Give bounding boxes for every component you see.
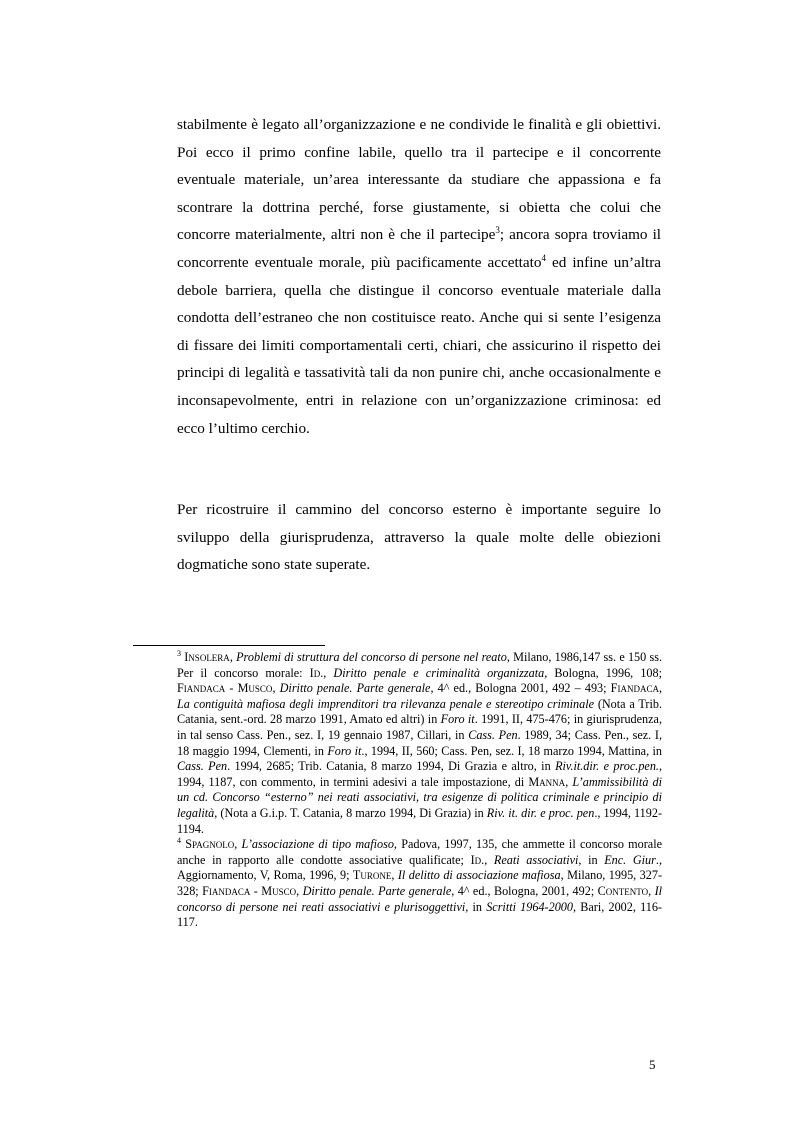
footnote-text: . 1989, 34; Cass. Pen., sez. I, 18 maggio 1994, Clementi, in [177, 727, 663, 758]
footnote-text: , Padova, 1997, 135, che ammette il concorso morale anche in rapporto alle condotte associative qualificate; [177, 837, 663, 867]
footnote-text: ., [320, 665, 334, 680]
footnote-title: Foro it [440, 712, 475, 727]
footnote-author: Spagnolo [185, 837, 235, 852]
footnote-author: Id [309, 665, 321, 680]
body-text: ; ancora sopra troviamo il concorrente eventuale morale, più pacificamente accettato [177, 226, 662, 271]
footnote-author: Fiandaca - Musco [202, 883, 297, 898]
footnote-text: , 4^ ed., Bologna 2001, 492 – 493; [430, 681, 611, 696]
footnote-title: Riv.it.dir. e proc.pen. [555, 759, 659, 774]
footnote-text: , [234, 837, 242, 852]
footnote-text: (Nota a Trib. Catania, sent.-ord. 28 marzo 1991, Amato ed altri) in [177, 696, 662, 727]
footnote-title: Diritto penale. Parte generale [279, 681, 431, 696]
footnote-number: 3 [177, 649, 181, 658]
footnote-text: , Bari, 2002, 116-117. [177, 899, 662, 930]
body-paragraph-1 [177, 111, 661, 442]
footnote-text: , [658, 681, 662, 696]
footnote-title: Il delitto di associazione mafiosa [397, 868, 561, 883]
footnote-text: ., 1994, 1192-1194. [177, 805, 663, 836]
page-number: 5 [649, 1057, 656, 1072]
footnote-title: Diritto penale e criminalità organizzata [333, 665, 545, 680]
body-text: ed infine un’altra debole barriera, quella che distingue il concorso eventuale materiale dalla condotta dell’estraneo che non costituisce reato. Anche qui si sente l’esigenza di fissare dei limiti comportamentali certi, chiari, che assicurino il rispetto dei principi di legalità e tassatività tali da non punire chi, anche occasionalmente e inconsapevolmente, entri in relazione con un’organizzazione criminosa: ed ecco l’ultimo cerchio. [177, 253, 661, 437]
footnote-title: Riv. it. dir. e proc. pen [486, 805, 595, 820]
footnote-text: , in [578, 852, 605, 867]
footnote-title: Scritti 1964-2000 [486, 899, 573, 914]
footnote-title: Diritto penale. Parte generale [302, 883, 452, 898]
footnote-author: Fiandaca - Musco [177, 681, 273, 696]
footnote-title: Cass. Pen [177, 759, 228, 774]
footnote-text: , [229, 650, 237, 664]
footnote-text: ., 1994, II, 560; Cass. Pen, sez. I, 18 marzo 1994, Mattina, in [361, 743, 662, 758]
footnote-text: , Bologna, 1996, 108; [544, 665, 662, 680]
footnote-text: , Milano, 1986,147 ss. e 150 ss. Per il concorso morale: [177, 650, 663, 680]
footnote-ref-3[interactable]: 3 [495, 225, 500, 236]
footnote-author: Contento [597, 883, 649, 898]
footnote-number: 4 [177, 836, 181, 846]
footnote-author: Fiandaca [610, 681, 659, 696]
footnote-text: , 1994, 1187, con commento, in termini adesivi a tale impostazione, di [177, 759, 663, 789]
footnote-title: L’ammissibilità di un cd. Concorso “esterno” nei reati associativi, tra esigenze di politica criminale e principio di legalità [177, 774, 662, 820]
footnote-title: Reati associativi [493, 852, 579, 867]
footnote-text: ., [481, 852, 494, 867]
footnote-text: , [272, 681, 280, 696]
footnote-title: L’associazione di tipo mafioso [241, 837, 394, 852]
footnotes [177, 650, 662, 931]
footnote-author: Turone [352, 868, 392, 883]
footnote-3 [177, 650, 662, 837]
body-paragraph-2: Per ricostruire il cammino del concorso esterno è importante seguire lo sviluppo della giurisprudenza, attraverso la quale molte delle obiezioni dogmatiche sono state superate. [177, 501, 661, 574]
footnote-title: La contiguità mafiosa degli imprenditori tra rilevanza penale e stereotipo criminale [177, 696, 595, 711]
footnote-separator [133, 645, 325, 646]
footnote-title: Foro it [327, 743, 362, 758]
footnote-ref-4[interactable]: 4 [541, 252, 546, 263]
footnote-text: , [296, 883, 303, 898]
footnote-text: , [391, 868, 398, 883]
footnote-author: Id [470, 852, 482, 867]
footnote-title: Il concorso di persone nei reati associativi e plurisoggettivi [177, 883, 663, 914]
footnote-text: ., Aggiornamento, V, Roma, 1996, 9; [177, 852, 662, 883]
body-text: stabilmente è legato all’organizzazione e ne condivide le finalità e gli obiettivi. Poi ecco il primo confine labile, quello tra il partecipe e il concorrente eventuale materiale, un’area interessante da studiare che appassiona e fa scontrare la dottrina perché, forse giustamente, si obietta che colui che concorre materialmente, altri non è che il partecipe [177, 116, 661, 244]
footnote-title: Cass. Pen [468, 727, 518, 742]
footnote-title: Enc. Giur [604, 852, 656, 867]
footnote-text: . 1994, 2685; Trib. Catania, 8 marzo 1994, Di Grazia e altro, in [227, 759, 556, 774]
footnote-text: , (Nota a G.i.p. T. Catania, 8 marzo 1994, Di Grazia) in [214, 805, 487, 820]
footnote-text: . 1991, II, 475-476; in giurisprudenza, in tal senso Cass. Pen., sez. I, 19 gennaio 1987, Cillari, in [177, 712, 663, 742]
footnote-text: , [565, 774, 573, 789]
footnote-text: , [648, 883, 655, 898]
footnote-author: Manna [528, 774, 566, 789]
footnote-title: Problemi di struttura del concorso di persone nel reato [236, 650, 507, 664]
footnote-text: , Milano, 1995, 327-328; [177, 868, 663, 898]
footnote-text: , in [465, 899, 487, 914]
footnote-text: , 4^ ed., Bologna, 2001, 492; [451, 883, 598, 898]
footnote-4 [177, 837, 662, 931]
footnote-author: Insolera [184, 650, 230, 664]
